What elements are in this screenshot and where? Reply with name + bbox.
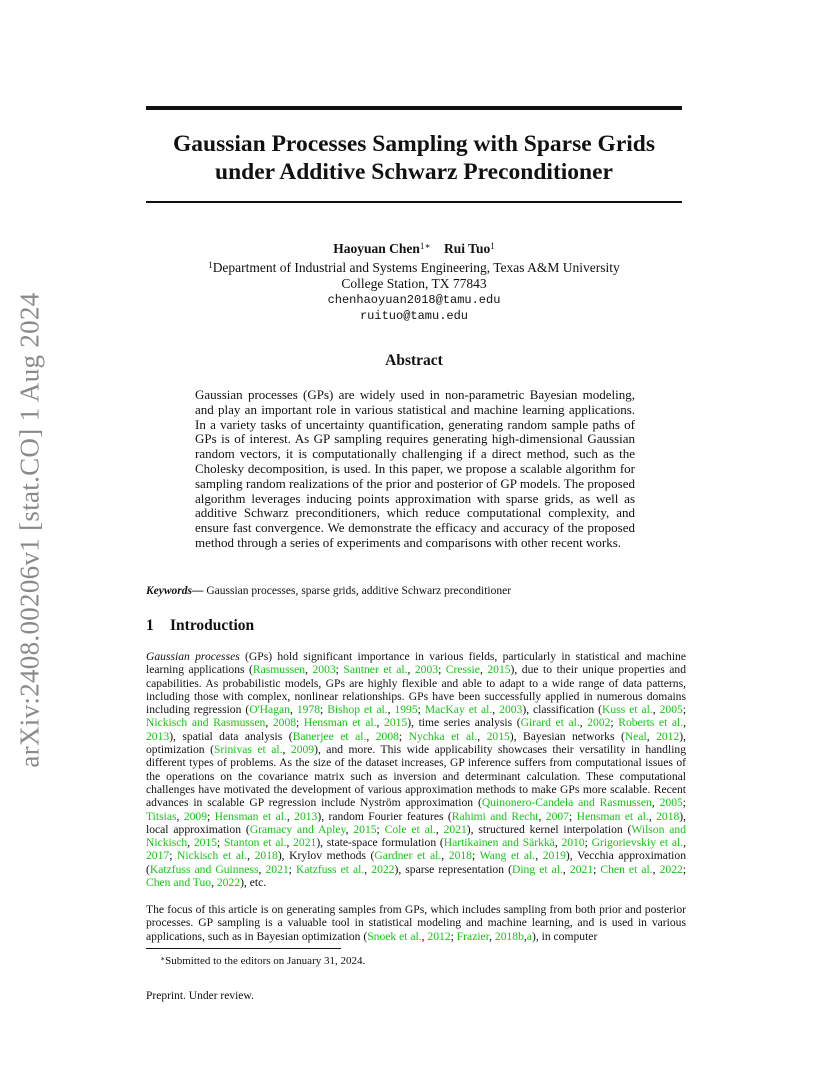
text: , (421, 929, 428, 943)
intro-paragraph-1 (146, 650, 686, 889)
text: ; (207, 809, 215, 823)
citation-link[interactable]: 1978 (296, 703, 320, 717)
title-line-1: Gaussian Processes Sampling with Sparse Grids (172, 131, 656, 157)
citation-link[interactable]: 2013 (146, 729, 170, 743)
term-gaussian-processes: Gaussian processes (146, 650, 240, 663)
title-rule-top (146, 106, 682, 110)
text: ), optimization ( (146, 729, 687, 757)
text: , (258, 862, 266, 876)
text: ), spatial data analysis ( (169, 729, 293, 743)
text: ; (169, 849, 178, 863)
citation-link[interactable]: 2007 (545, 809, 569, 823)
citation-link[interactable]: Hartikainen and Särkkä (443, 836, 555, 850)
citation-link[interactable]: Ding et al. (511, 862, 563, 876)
text: , (265, 716, 273, 730)
text: ; (450, 929, 457, 943)
text: ), random Fourier features ( (317, 809, 452, 823)
footnote (160, 952, 680, 968)
author-1-mark: 1∗ (419, 241, 431, 251)
citation-link[interactable]: 2015 (487, 663, 511, 677)
citation-link[interactable]: Titsias (146, 809, 177, 823)
text: , (535, 849, 543, 863)
citation-link[interactable]: Banerjee et al. (292, 729, 367, 743)
text: , (247, 849, 255, 863)
citation-link[interactable]: MacKay et al. (424, 703, 493, 717)
author-block (146, 238, 682, 324)
citation-link[interactable]: Gramacy and Apley (249, 822, 346, 836)
citation-link[interactable]: 2018 (254, 849, 278, 863)
citation-link[interactable]: Roberts et al. (618, 716, 684, 730)
text: , (683, 836, 686, 850)
citation-link[interactable]: 2015 (353, 822, 377, 836)
citation-link[interactable]: Chen and Tuo (146, 876, 212, 890)
citation-link[interactable]: 2021 (265, 862, 289, 876)
citation-link[interactable]: Frazier (456, 929, 490, 943)
affiliation-location: College Station, TX 77843 (341, 276, 487, 291)
citation-link[interactable]: 2015 (193, 836, 218, 850)
citation-link[interactable]: Cressie (445, 663, 480, 677)
text: , (683, 716, 687, 730)
text: , (489, 929, 495, 943)
citation-link[interactable]: Wang et al. (479, 849, 536, 863)
text: ), due to their unique properties and capabilities. As probabilistic models, GPs are highly flexible and able to adapt to a wide range of data patterns, including those with complex, nonlinear relationships. GPs have been successfully applied in numerous domains including regression ( (146, 663, 686, 717)
citation-link[interactable]: 2005 (659, 703, 683, 717)
citation-link[interactable]: Nickisch et al. (177, 849, 248, 863)
text: , (652, 862, 660, 876)
abstract-body: Gaussian processes (GPs) are widely used in non-parametric Bayesian modeling, and play an important role in various statistical and machine learning applications. In a variety tasks of uncertainty quantification, generating random sample paths of GPs is of interest. As GP sampling requires generating high-dimensional Gaussian random vectors, it is computationally challenging if a direct method, such as the Cholesky decomposition, is used. In this paper, we propose a scalable algorithm for sampling random realizations of the prior and posterior of GP models. The proposed algorithm leverages inducing points approximation with sparse grids, as well as additive Schwarz preconditioners, which reduce computational complexity, and ensure fast convergence. We demonstrate the efficacy and accuracy of the proposed method through a series of experiments and comparisons with other recent works. (195, 387, 635, 550)
citation-link[interactable]: 2009 (290, 743, 315, 757)
keywords-text: Gaussian processes, sparse grids, additive Schwarz preconditioner (203, 585, 512, 597)
text: , (492, 703, 500, 717)
text: , (554, 836, 562, 850)
citation-link[interactable]: Stanton et al. (223, 836, 287, 850)
text: , (305, 663, 313, 677)
citation-link[interactable]: Neal (624, 729, 647, 743)
text: ; (568, 809, 577, 823)
text: , (652, 703, 660, 717)
citation-link[interactable]: 2008 (272, 716, 297, 730)
text: ; (335, 663, 344, 677)
citation-link[interactable]: 2017 (146, 849, 170, 863)
text: , (523, 929, 527, 943)
title-rule-bottom (146, 201, 682, 203)
text: , (366, 729, 376, 743)
text: , (579, 716, 588, 730)
text: ), and more. This wide applicability showcases their versatility in handling different types of problems. As the size of the dataset increases, GP inference suffers from computational issues of the operations on the covariance matrix such as inversion and determinant calculation. These computational challenges have motivated the development of various approximation methods to make GPs more scalable. Recent advances in scalable GP regression include Nyström approximation ( (146, 743, 687, 810)
text: , (477, 729, 487, 743)
citation-link[interactable]: 2010 (561, 836, 585, 850)
citation-link[interactable]: Nychka et al. (408, 729, 478, 743)
citation-link[interactable]: 2022 (659, 862, 683, 876)
citation-link[interactable]: 2021 (569, 862, 594, 876)
text: , (345, 822, 354, 836)
text: ), local approximation ( (146, 809, 687, 836)
citation-link[interactable]: Grigorievskiy et al. (591, 836, 684, 850)
text: , (286, 809, 295, 823)
text: ; (417, 703, 425, 717)
text: ), in computer (531, 929, 598, 943)
text: , (441, 849, 449, 863)
citation-link[interactable]: Nickisch and Rasmussen (146, 716, 266, 730)
paper-title (146, 130, 682, 186)
text: ), Bayesian networks ( (509, 729, 625, 743)
text: , (387, 703, 395, 717)
text: ; (320, 703, 328, 717)
footnote-rule (146, 948, 341, 949)
arxiv-id-label: arXiv:2408.00206v1 [stat.CO] 1 Aug 2024 (14, 292, 45, 768)
text: ; (584, 836, 592, 850)
text: The focus of this article is on generating samples from GPs, which includes sampling from both prior and posterior processes. GP sampling is a valuable tool in statistical modeling and machine learning, and is used in various applications, such as in Bayesian optimization ( (146, 903, 686, 943)
author-2-email: ruituo@tamu.edu (359, 309, 469, 323)
text: ), state-space formulation ( (316, 836, 444, 850)
affiliation-mark: 1 (208, 260, 213, 270)
affiliation-text: Department of Industrial and Systems Engineering, Texas A&M University (212, 260, 620, 275)
author-2-mark: 1 (490, 241, 495, 251)
citation-link[interactable]: 2009 (183, 809, 207, 823)
citation-link[interactable]: 1995 (394, 703, 418, 717)
author-names (146, 238, 682, 257)
citation-link[interactable]: 2005 (659, 796, 683, 810)
author-1-email: chenhaoyuan2018@tamu.edu (327, 293, 501, 307)
citation-link[interactable]: 2021 (443, 822, 467, 836)
author-1-name: Haoyuan Chen (333, 241, 420, 256)
citation-link[interactable]: Katzfuss and Guinness (149, 862, 259, 876)
citation-link[interactable]: 2003 (414, 663, 439, 677)
text: , (407, 663, 415, 677)
citation-link[interactable]: Chen et al. (600, 862, 653, 876)
footnote-mark: ∗ (160, 954, 166, 963)
text: ; (438, 663, 446, 677)
section-number: 1 (146, 617, 154, 634)
citation-link[interactable]: 2019 (542, 849, 566, 863)
citation-link[interactable]: 2008 (375, 729, 399, 743)
text: ; (682, 703, 687, 717)
preprint-note: Preprint. Under review. (146, 990, 254, 1002)
citation-link[interactable]: Gardner et al. (374, 849, 442, 863)
citation-link[interactable]: Wilson and Nickisch (146, 822, 686, 850)
citation-link[interactable]: 2013 (294, 809, 318, 823)
section-title: Introduction (170, 617, 255, 634)
text: ), sparse representation ( (394, 862, 512, 876)
citation-link[interactable]: Hensman et al. (576, 809, 649, 823)
citation-link[interactable]: 2002 (587, 716, 611, 730)
abstract-heading: Abstract (385, 352, 443, 369)
text: ; (376, 822, 385, 836)
title-line-2: under Additive Schwarz Preconditioner (215, 159, 613, 185)
text: , (289, 703, 297, 717)
text: , (211, 876, 217, 890)
citation-link[interactable]: Rahimi and Recht (451, 809, 539, 823)
citation-link[interactable]: Hensman et al. (214, 809, 287, 823)
citation-link[interactable]: Quinonero-Candela and Rasmussen (481, 796, 652, 810)
citation-link[interactable]: Bishop et al. (327, 703, 388, 717)
text: ; (610, 716, 619, 730)
citation-link[interactable]: Santner et al. (343, 663, 408, 677)
citation-link[interactable]: Rasmussen (252, 663, 306, 677)
citation-link[interactable]: 2012 (427, 929, 451, 943)
text: ; (288, 862, 296, 876)
text: ; (682, 796, 687, 810)
text: , (538, 809, 546, 823)
citation-link[interactable]: Girard et al. (520, 716, 580, 730)
text: , (286, 836, 294, 850)
citation-link[interactable]: 2015 (486, 729, 510, 743)
keywords-label: Keywords— (146, 585, 204, 597)
citation-link[interactable]: Cole et al. (384, 822, 436, 836)
citation-link[interactable]: 2003 (499, 703, 523, 717)
text: ; (296, 716, 304, 730)
text: ; (471, 849, 480, 863)
citation-link[interactable]: 2022 (371, 862, 395, 876)
text: , (282, 743, 291, 757)
affiliation (146, 257, 682, 276)
arxiv-stamp (0, 280, 60, 780)
citation-link[interactable]: Hensman et al. (303, 716, 377, 730)
citation-link[interactable]: 2012 (656, 729, 680, 743)
citation-link[interactable]: 2003 (312, 663, 336, 677)
text: , (646, 729, 657, 743)
text: ; (217, 836, 224, 850)
citation-link[interactable]: a (526, 929, 532, 943)
text: , (479, 663, 488, 677)
text: , (562, 862, 570, 876)
citation-link[interactable]: Kuss et al. (602, 703, 653, 717)
text: (GPs) hold significant importance in various fields, particularly in statistical and machine learning applications ( (146, 650, 686, 677)
citation-link[interactable]: 2018 (656, 809, 680, 823)
footnote-text: Submitted to the editors on January 31, 2024. (165, 955, 366, 967)
section-heading (146, 617, 686, 635)
citation-link[interactable]: Snoek et al. (367, 929, 422, 943)
text: ), structured kernel interpolation ( (466, 822, 632, 836)
text: , (364, 862, 372, 876)
intro-paragraph-2 (146, 903, 686, 943)
citation-link[interactable]: 2021 (293, 836, 317, 850)
text: ), time series analysis ( (407, 716, 521, 730)
citation-link[interactable]: 2018 (448, 849, 472, 863)
text: , (376, 716, 385, 730)
text: , (176, 809, 184, 823)
text: , (648, 809, 657, 823)
citation-link[interactable]: 2022 (216, 876, 241, 890)
text: ; (398, 729, 409, 743)
text: ), etc. (240, 876, 267, 890)
citation-link[interactable]: Srinivas et al. (213, 743, 283, 757)
text: , (651, 796, 660, 810)
text: ), Krylov methods ( (277, 849, 375, 863)
author-2-name: Rui Tuo (444, 241, 491, 256)
keywords (146, 584, 686, 598)
citation-link[interactable]: 2018b (494, 929, 524, 943)
text: ; (593, 862, 601, 876)
citation-link[interactable]: O'Hagan (249, 703, 290, 717)
text: ), Vecchia approximation ( (146, 849, 686, 876)
text: ; (682, 862, 687, 876)
citation-link[interactable]: 2015 (384, 716, 408, 730)
text: ), classification ( (522, 703, 603, 717)
citation-link[interactable]: Katzfuss et al. (295, 862, 365, 876)
text: , (187, 836, 194, 850)
text: , (435, 822, 444, 836)
